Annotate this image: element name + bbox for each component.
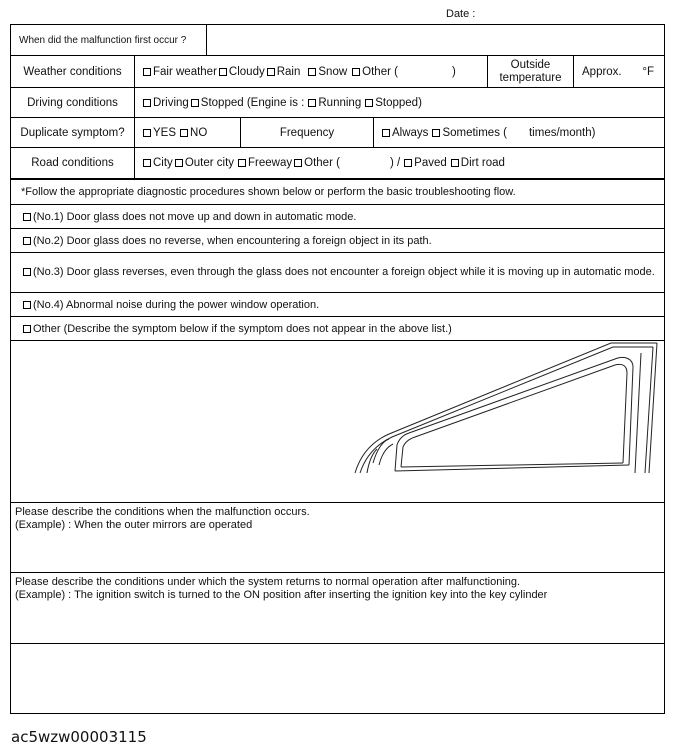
duplicate-label: Duplicate symptom? (20, 126, 125, 139)
checkbox-icon[interactable] (382, 129, 390, 137)
checkbox-icon[interactable] (23, 268, 31, 276)
checkbox-icon[interactable] (23, 237, 31, 245)
checkbox-icon[interactable] (143, 99, 151, 107)
symptom-other-text: Other (Describe the symptom below if the symptom does not appear in the above list.) (33, 322, 452, 335)
first-occur-label: When did the malfunction first occur ? (19, 34, 187, 46)
symptom-row (11, 252, 664, 292)
symptom-row (11, 292, 664, 316)
checkbox-icon[interactable] (143, 129, 151, 137)
checkbox-icon[interactable] (23, 325, 31, 333)
frequency-option-always: Always (392, 126, 429, 139)
road-row (11, 147, 664, 178)
frequency-options (373, 118, 664, 147)
driving-option-running: Running (318, 96, 362, 109)
instructions-row (11, 178, 664, 204)
duplicate-option-yes: YES (153, 126, 177, 139)
checkbox-icon[interactable] (308, 68, 316, 76)
weather-row (11, 55, 664, 87)
duplicate-options (134, 118, 240, 147)
symptom-3-text: (No.3) Door glass reverses, even through the glass does not encounter a foreign object while it is moving up in automatic mode. (33, 266, 655, 278)
describe-recovery-line1: Please describe the conditions under which the system returns to normal operation after malfunctioning. (15, 576, 521, 588)
symptom-2-text: (No.2) Door glass does no reverse, when encountering a foreign object in its path. (33, 234, 432, 247)
figure-code: ac5wzw00003115 (11, 728, 147, 746)
outside-temp-field[interactable] (573, 56, 664, 87)
symptom-row (11, 316, 664, 340)
illustration-area (11, 340, 664, 502)
blank-notes-area[interactable] (11, 643, 664, 713)
road-options (134, 148, 664, 178)
driving-label: Driving conditions (27, 96, 118, 109)
times-month-label: times/month) (528, 126, 596, 139)
weather-close-paren: ) (451, 65, 456, 78)
checkbox-icon[interactable] (267, 68, 275, 76)
driving-option-driving: Driving (153, 96, 189, 109)
weather-options (134, 56, 487, 87)
date-label: Date : (446, 8, 476, 20)
road-option-other: Other ( (304, 157, 340, 169)
describe-recovery-line2: (Example) : The ignition switch is turned to the ON position after inserting the ignition key into the key cylinder (15, 589, 548, 601)
road-option-city: City (153, 157, 173, 169)
checkbox-icon[interactable] (143, 68, 151, 76)
symptom-row (11, 228, 664, 252)
frequency-label: Frequency (240, 118, 373, 147)
instructions-text: *Follow the appropriate diagnostic procedures shown below or perform the basic troubleshooting flow. (21, 186, 516, 198)
duplicate-row (11, 117, 664, 147)
symptom-row (11, 204, 664, 228)
temp-unit: °F (642, 65, 654, 78)
driving-options (134, 88, 664, 117)
symptom-1-text: (No.1) Door glass does not move up and down in automatic mode. (33, 210, 357, 223)
weather-option-other: Other ( (362, 65, 398, 78)
checkbox-icon[interactable] (352, 68, 360, 76)
checkbox-icon[interactable] (191, 99, 199, 107)
road-label: Road conditions (31, 157, 114, 169)
checkbox-icon[interactable] (23, 301, 31, 309)
road-option-dirt: Dirt road (460, 157, 505, 169)
first-occur-field[interactable] (206, 25, 664, 55)
checkbox-icon[interactable] (238, 159, 246, 167)
describe-conditions-line1: Please describe the conditions when the malfunction occurs. (15, 506, 310, 518)
checkbox-icon[interactable] (143, 159, 151, 167)
describe-recovery-section[interactable] (11, 572, 664, 643)
outside-temp-label: Outside temperature (487, 56, 573, 87)
approx-label: Approx. (582, 65, 622, 78)
frequency-option-sometimes: Sometimes ( (442, 126, 507, 139)
weather-option-cloudy: Cloudy (228, 65, 265, 78)
checkbox-icon[interactable] (180, 129, 188, 137)
checkbox-icon[interactable] (23, 213, 31, 221)
checkbox-icon[interactable] (294, 159, 302, 167)
car-door-icon (11, 341, 664, 502)
describe-conditions-section[interactable] (11, 502, 664, 572)
road-option-freeway: Freeway (248, 157, 293, 169)
checkbox-icon[interactable] (365, 99, 373, 107)
weather-option-fair: Fair weather (153, 65, 217, 78)
symptom-4-text: (No.4) Abnormal noise during the power window operation. (33, 298, 320, 311)
checkbox-icon[interactable] (451, 159, 459, 167)
diagnosis-form (10, 24, 665, 714)
first-occur-row (11, 25, 664, 55)
driving-option-stopped2: Stopped) (375, 96, 422, 109)
describe-conditions-line2: (Example) : When the outer mirrors are operated (15, 519, 253, 531)
road-option-outer-city: Outer city (184, 157, 235, 169)
checkbox-icon[interactable] (308, 99, 316, 107)
driving-row (11, 87, 664, 117)
road-option-paved: Paved (414, 157, 447, 169)
checkbox-icon[interactable] (404, 159, 412, 167)
road-separator: ) / (389, 157, 401, 169)
weather-option-rain: Rain (276, 65, 301, 78)
duplicate-option-no: NO (190, 126, 208, 139)
checkbox-icon[interactable] (175, 159, 183, 167)
checkbox-icon[interactable] (219, 68, 227, 76)
driving-option-stopped: Stopped (Engine is : (200, 96, 305, 109)
checkbox-icon[interactable] (432, 129, 440, 137)
weather-option-snow: Snow (318, 65, 348, 78)
weather-label: Weather conditions (23, 65, 122, 78)
